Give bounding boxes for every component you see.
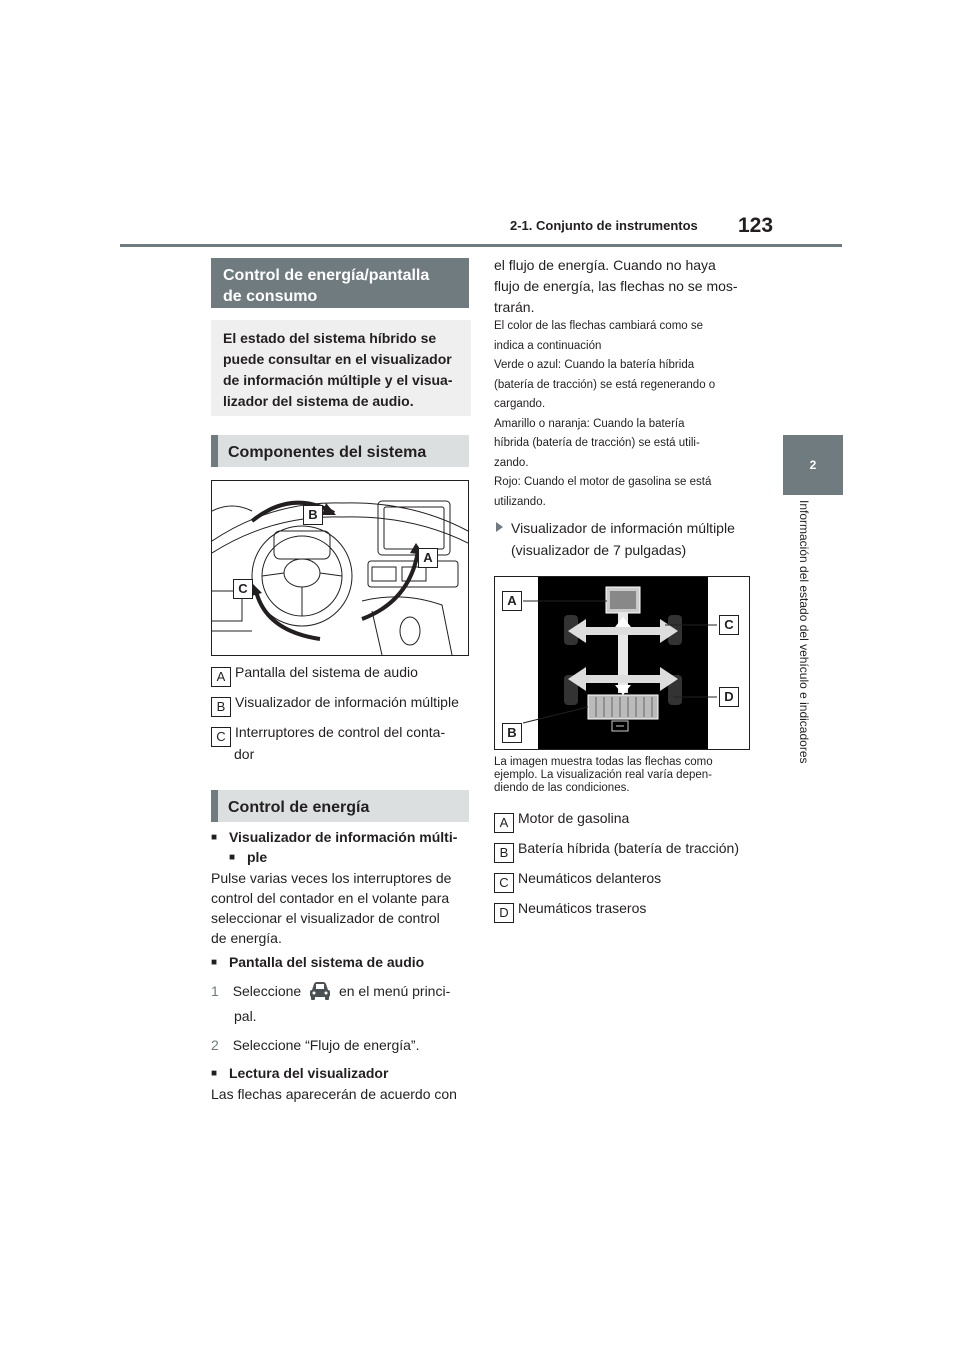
legend-item-c-cont: dor: [234, 746, 255, 762]
subheading-audio: [211, 952, 424, 973]
intro-line: puede consultar en el visualizador: [223, 351, 452, 367]
note-line: zando.: [494, 456, 529, 469]
body-line: Pulse varias veces los interruptores de: [211, 870, 452, 886]
chapter-tab: 2: [783, 435, 843, 495]
note-line: híbrida (batería de tracción) se está utili-: [494, 437, 700, 449]
figure-legend-d: [494, 898, 646, 923]
figure-callout-b: B: [502, 723, 522, 743]
page-number: 123: [738, 214, 774, 237]
note-line: cargando.: [494, 398, 546, 410]
car-icon: [309, 981, 331, 1006]
step-text: Seleccione: [232, 983, 302, 999]
callout-c: C: [233, 579, 253, 599]
legend-text: Neumáticos delanteros: [518, 870, 662, 886]
intro-box: [211, 320, 471, 416]
display-heading: [494, 517, 756, 561]
section-title-text: Componentes del sistema: [228, 444, 427, 461]
note-line: indica a continuación: [494, 339, 602, 352]
energy-control-body: [211, 868, 471, 948]
note-line: Amarillo o naranja: Cuando la batería: [494, 417, 685, 430]
step-number: 1: [211, 983, 219, 999]
running-header-section: 2-1. Conjunto de instrumentos: [510, 218, 698, 233]
caption-line: diendo de las condiciones.: [494, 782, 630, 794]
reading-body: Las flechas aparecerán de acuerdo con: [211, 1086, 457, 1102]
subheading-multi-info: [211, 827, 473, 848]
legend-key: B: [211, 697, 231, 717]
body-line: control del contador en el volante para: [211, 890, 450, 906]
note-line: utilizando.: [494, 495, 546, 508]
body-line: trarán.: [494, 299, 535, 315]
note-line: El color de las flechas cambiará como se: [494, 320, 704, 332]
subheading-text: Pantalla del sistema de audio: [228, 954, 425, 970]
body-line: seleccionar el visualizador de control: [211, 910, 440, 926]
intro-line: El estado del sistema híbrido se: [223, 330, 437, 346]
caption-line: ejemplo. La visualización real varía depen-: [494, 769, 712, 781]
body-line: el flujo de energía. Cuando no haya: [494, 257, 716, 273]
callout-b: B: [303, 505, 323, 525]
chapter-title-text: Información del estado del vehículo e indicadores: [797, 500, 811, 764]
legend-text: Neumáticos traseros: [518, 900, 647, 916]
legend-item-b: [211, 692, 459, 717]
callout-a: A: [418, 548, 438, 568]
step-2: [211, 1035, 419, 1055]
display-heading-line2: (visualizador de 7 pulgadas): [511, 542, 687, 558]
legend-text: Batería híbrida (batería de tracción): [518, 840, 740, 856]
step-text: Seleccione “Flujo de energía”.: [232, 1037, 420, 1053]
step-number: 2: [211, 1037, 219, 1053]
subheading-reading: [211, 1063, 388, 1084]
legend-key: C: [211, 727, 231, 747]
step-1: [211, 981, 473, 1006]
subheading-multi-info-cont: [229, 847, 267, 868]
body-line: de energía.: [211, 930, 282, 946]
intro-line: lizador del sistema de audio.: [223, 393, 414, 409]
step-1-cont: pal.: [234, 1008, 257, 1024]
energy-flow-figure: [494, 576, 750, 750]
legend-key: A: [494, 813, 514, 833]
continued-text: [494, 255, 754, 318]
legend-text: Visualizador de información múltiple: [235, 694, 459, 710]
subheading-line2: ple: [246, 849, 268, 865]
figure-caption: [494, 756, 756, 795]
legend-key: C: [494, 873, 514, 893]
chapter-title-vertical: [797, 500, 819, 800]
note-line: Verde o azul: Cuando la batería híbrida: [494, 359, 695, 371]
figure-legend-b: [494, 838, 739, 863]
arrow-color-note: [494, 317, 756, 512]
legend-text: Motor de gasolina: [518, 810, 630, 826]
figure-legend-a: [494, 808, 629, 833]
section-title-line1: Control de energía/pantalla: [223, 267, 430, 284]
section-title-line2: de consumo: [223, 288, 318, 305]
intro-line: de información múltiple y el visua-: [223, 372, 453, 388]
triangle-bullet-icon: [496, 522, 503, 532]
legend-key: D: [494, 903, 514, 923]
section-title-energy-control: [211, 790, 469, 822]
legend-key: A: [211, 667, 231, 687]
legend-item-a: [211, 662, 418, 687]
subheading-line1: Visualizador de información múlti-: [228, 829, 458, 845]
dashboard-illustration: [211, 480, 469, 656]
figure-callout-d: D: [719, 687, 739, 707]
section-title-energy-screen: [211, 258, 469, 308]
display-heading-line1: Visualizador de información múltiple: [511, 520, 735, 536]
legend-text: Interruptores de control del conta-: [235, 724, 446, 740]
legend-key: B: [494, 843, 514, 863]
figure-legend-c: [494, 868, 661, 893]
section-title-components: [211, 435, 469, 467]
dashboard-drawing: [212, 481, 468, 655]
note-line: Rojo: Cuando el motor de gasolina se está: [494, 476, 712, 488]
legend-text: Pantalla del sistema de audio: [235, 664, 418, 680]
step-text: en el menú princi-: [338, 983, 451, 999]
subheading-text: Lectura del visualizador: [228, 1065, 389, 1081]
section-title-text: Control de energía: [228, 799, 370, 816]
callout-leaders: [495, 577, 749, 749]
note-line: (batería de tracción) se está regenerando o: [494, 378, 716, 391]
body-line: flujo de energía, las flechas no se mos-: [494, 278, 738, 294]
header-rule: [120, 244, 842, 247]
caption-line: La imagen muestra todas las flechas como: [494, 756, 713, 768]
figure-callout-a: A: [502, 591, 522, 611]
figure-callout-c: C: [719, 615, 739, 635]
